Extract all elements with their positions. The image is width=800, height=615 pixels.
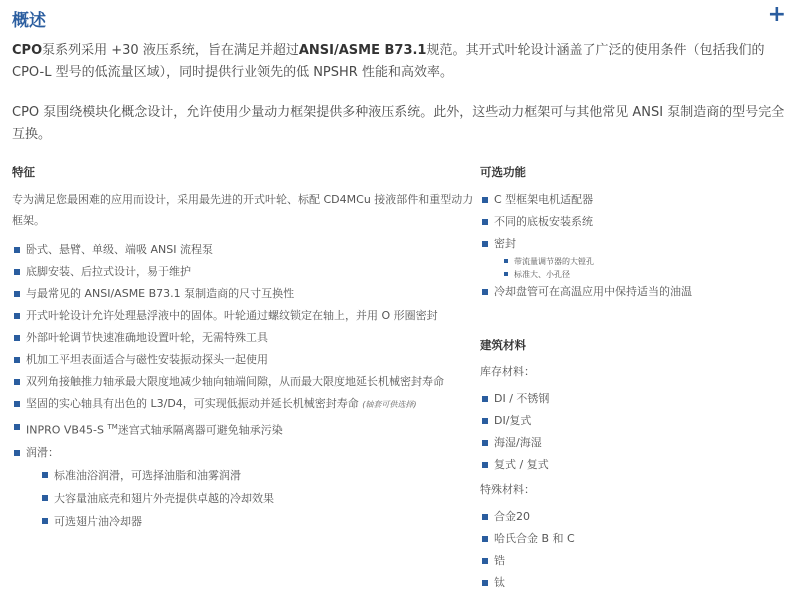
options-list xyxy=(480,189,788,303)
list-item: 海湿/海湿 xyxy=(480,432,788,454)
expand-plus-icon[interactable]: + xyxy=(767,2,786,27)
standard-name: ANSI/ASME B73.1 xyxy=(298,43,427,58)
intro-text-a: 泵系列采用 +30 液压系统，旨在满足并超过 xyxy=(42,43,299,58)
options-heading: 可选功能 xyxy=(480,165,526,179)
features-column xyxy=(12,164,474,533)
sub-list-item: 带流量调节器的大镗孔 xyxy=(502,255,788,268)
list-item: 冷却盘管可在高温应用中保持适当的油温 xyxy=(480,281,788,303)
list-item: DI / 不锈钢 xyxy=(480,388,788,410)
list-item: 哈氏合金 B 和 C xyxy=(480,528,788,550)
inpro-text: 迷宫式轴承隔离器可避免轴承污染 xyxy=(117,423,283,437)
list-item: 锆 xyxy=(480,550,788,572)
list-item: C 型框架电机适配器 xyxy=(480,189,788,211)
sub-list-item: 可选翅片油冷却器 xyxy=(40,510,474,533)
brand-name: CPO xyxy=(12,43,43,58)
options-column xyxy=(480,164,788,594)
list-item: DI/复式 xyxy=(480,410,788,432)
list-item: 与最常见的 ANSI/ASME B73.1 泵制造商的尺寸互换性 xyxy=(12,283,474,305)
list-item: 复式 / 复式 xyxy=(480,454,788,476)
shaft-text: 坚固的实心轴具有出色的 L3/D4，可实现低振动并延长机械密封寿命 xyxy=(26,397,359,410)
sub-list-item: 大容量油底壳和翅片外壳提供卓越的冷却效果 xyxy=(40,487,474,510)
list-item: 卧式、悬臂、单级、端吸 ANSI 流程泵 xyxy=(12,239,474,261)
intro-text-b: 规范。其开式叶轮设计涵盖了广泛的使用条件（包括我们的 CPO-L 型号的低流量区域），同时提供行业领先的低 NPSHR 性能和高效率。 xyxy=(12,43,765,80)
stock-materials-list xyxy=(480,388,788,476)
features-list xyxy=(12,239,474,533)
seal-label: 密封 xyxy=(494,237,516,250)
list-item: 底脚安装、后拉式设计，易于维护 xyxy=(12,261,474,283)
intro-paragraph-2: CPO 泵围绕模块化概念设计，允许使用少量动力框架提供多种液压系统。此外，这些动力框架可与其他常见 ANSI 泵制造商的型号完全互换。 xyxy=(12,105,785,142)
list-item: 合金20 xyxy=(480,506,788,528)
list-item xyxy=(12,416,474,442)
lubrication-label: 润滑： xyxy=(26,445,59,459)
list-item: 双列角接触推力轴承最大限度地减少轴向轴端间隙，从而最大限度地延长机械密封寿命 xyxy=(12,371,474,393)
section-title: 概述 xyxy=(12,11,46,31)
inpro-name: INPRO VB45-S xyxy=(26,423,104,437)
list-item: 机加工平坦表面适合与磁性安装振动探头一起使用 xyxy=(12,349,474,371)
list-item: 不同的底板安装系统 xyxy=(480,211,788,233)
intro-paragraph-1 xyxy=(12,40,788,84)
list-item: 钛 xyxy=(480,572,788,594)
stock-materials-label: 库存材料： xyxy=(480,365,535,378)
list-item xyxy=(12,393,474,416)
features-description: 专为满足您最困难的应用而设计，采用最先进的开式叶轮、标配 CD4MCu 接液部件和重型动力框架。 xyxy=(12,193,474,227)
list-item: 外部叶轮调节快速准确地设置叶轮，无需特殊工具 xyxy=(12,327,474,349)
list-item-lubrication xyxy=(12,442,474,533)
list-item-seal xyxy=(480,233,788,281)
section-header xyxy=(12,2,788,32)
trademark-mark: TM xyxy=(107,423,118,431)
special-materials-list xyxy=(480,506,788,594)
special-materials-label: 特殊材料： xyxy=(480,483,535,496)
features-heading: 特征 xyxy=(12,165,35,179)
shaft-note: (轴套可供选择) xyxy=(362,400,417,409)
sub-list-item: 标准油浴润滑，可选择油脂和油雾润滑 xyxy=(40,464,474,487)
seal-sublist xyxy=(502,255,788,281)
materials-heading: 建筑材料 xyxy=(480,338,526,352)
lubrication-sublist xyxy=(40,464,474,533)
sub-list-item: 标准大、小孔径 xyxy=(502,268,788,281)
list-item: 开式叶轮设计允许处理悬浮液中的固体。叶轮通过螺纹锁定在轴上，并用 O 形圈密封 xyxy=(12,305,474,327)
